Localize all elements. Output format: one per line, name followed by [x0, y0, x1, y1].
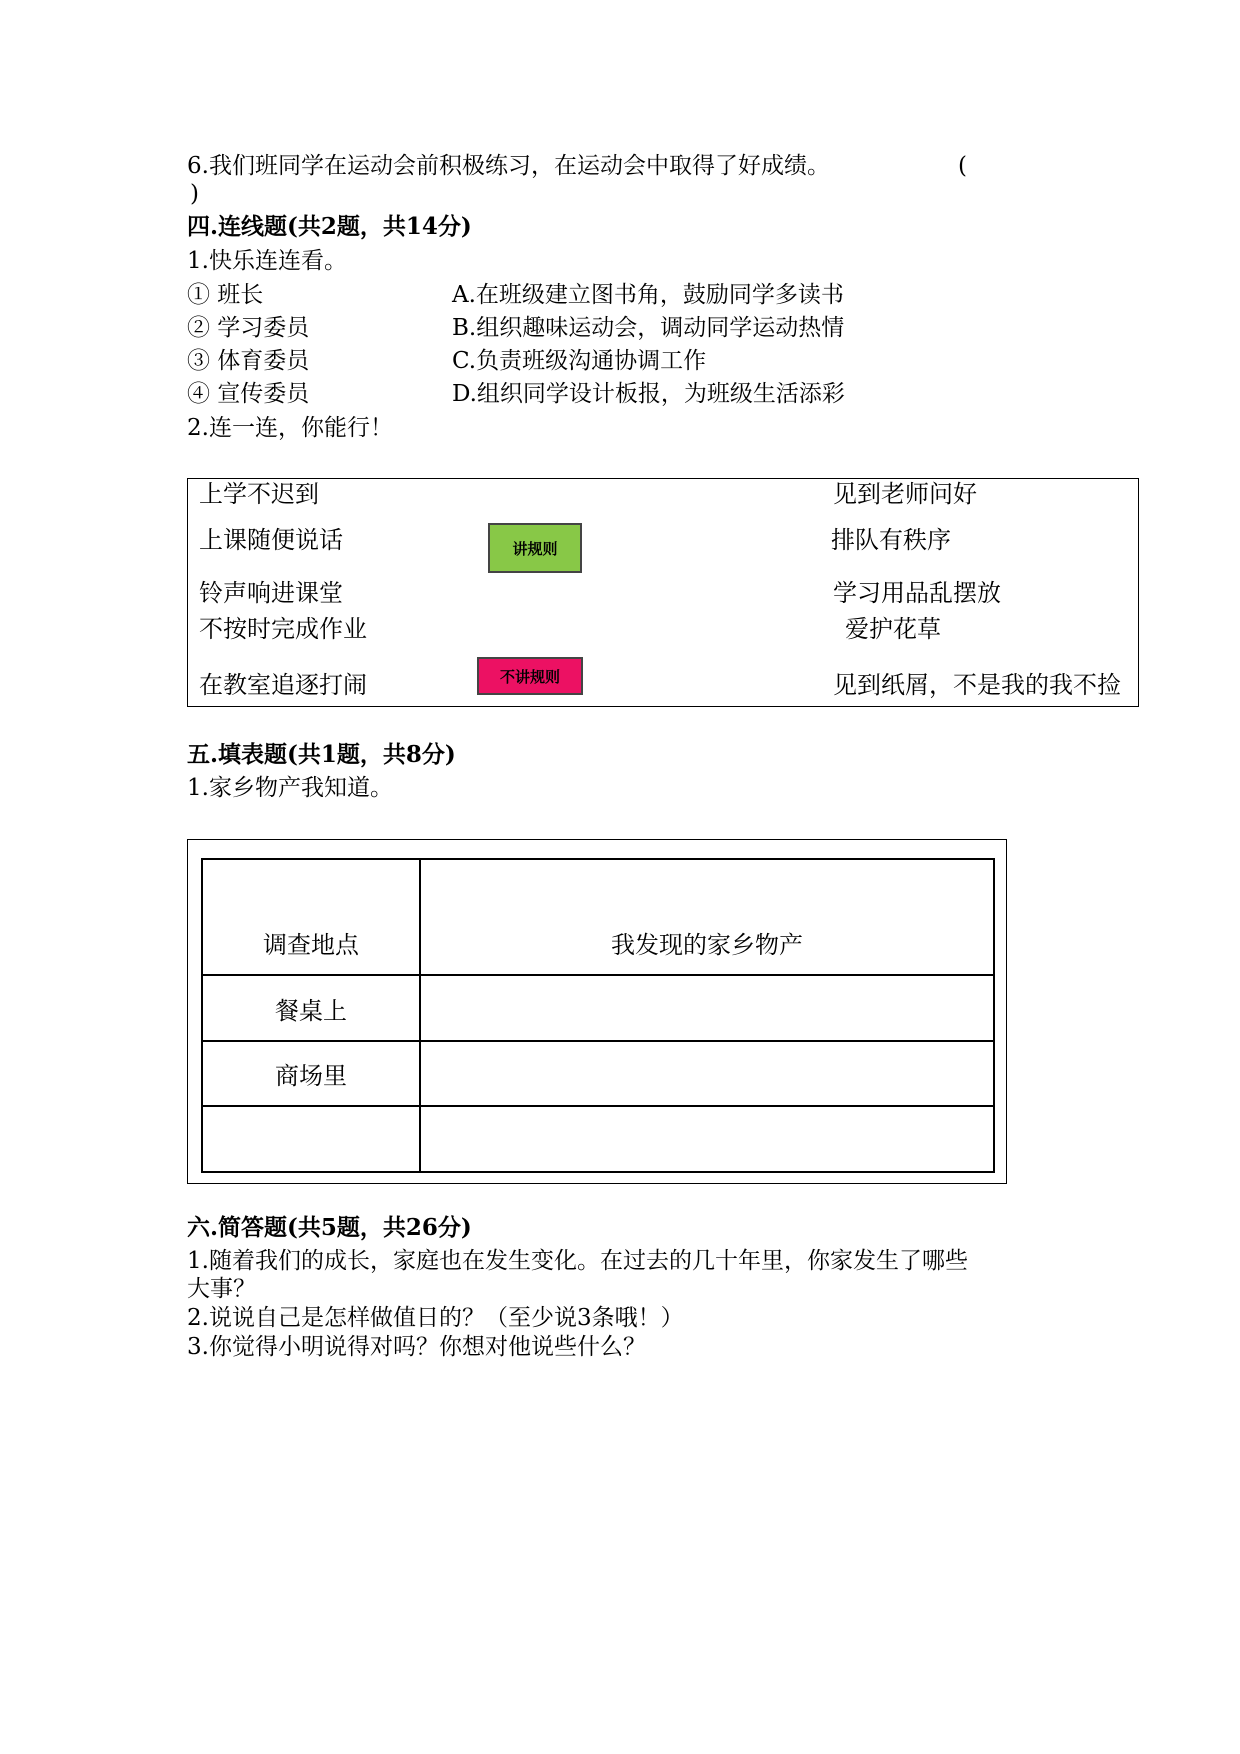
section-5-heading: 五.填表题(共1题，共8分)	[187, 741, 456, 768]
section-6-q1-line1: 1.随着我们的成长，家庭也在发生变化。在过去的几十年里，你家发生了哪些	[187, 1248, 968, 1274]
question-6-text: 6.我们班同学在运动会前积极练习，在运动会中取得了好成绩。	[187, 153, 830, 179]
match-right-item: D.组织同学设计板报，为班级生活添彩	[452, 381, 845, 407]
rules-left-item: 不按时完成作业	[199, 615, 367, 643]
table-cell[interactable]	[202, 1106, 420, 1172]
section-5-q1-title: 1.家乡物产我知道。	[187, 775, 393, 801]
match-left-item: ① 班长	[187, 282, 264, 308]
match-right-item: C.负责班级沟通协调工作	[452, 348, 707, 374]
section-6-heading: 六.简答题(共5题，共26分)	[187, 1214, 472, 1241]
rules-right-item: 爱护花草	[845, 615, 941, 643]
break-rules-box	[477, 657, 583, 695]
table-cell: 商场里	[202, 1041, 420, 1106]
match-left-item: ④ 宣传委员	[187, 381, 310, 407]
table-header-cell: 调查地点	[202, 859, 420, 975]
table-row	[202, 1106, 994, 1172]
rules-left-item: 铃声响进课堂	[199, 579, 343, 607]
table-header-row	[202, 859, 994, 975]
table-answer-cell[interactable]	[420, 1041, 994, 1106]
rules-left-item: 上课随便说话	[199, 526, 343, 554]
section-6-q2: 2.说说自己是怎样做值日的？（至少说3条哦！）	[187, 1305, 684, 1331]
follow-rules-box	[488, 523, 582, 573]
section-4-q1-title: 1.快乐连连看。	[187, 248, 347, 274]
answer-paren-close: )	[190, 181, 199, 207]
answer-paren-open: (	[958, 153, 967, 179]
rules-right-item: 见到老师问好	[833, 480, 977, 508]
table-cell: 餐桌上	[202, 975, 420, 1041]
rules-right-item: 学习用品乱摆放	[833, 579, 1001, 607]
rules-left-item: 在教室追逐打闹	[199, 671, 367, 699]
hometown-products-table	[201, 858, 995, 1173]
match-right-item: A.在班级建立图书角，鼓励同学多读书	[452, 282, 844, 308]
match-left-item: ② 学习委员	[187, 315, 310, 341]
section-6-q3: 3.你觉得小明说得对吗？你想对他说些什么？	[187, 1334, 646, 1360]
table-answer-cell[interactable]	[420, 1106, 994, 1172]
table-header-cell: 我发现的家乡物产	[420, 859, 994, 975]
table-row	[202, 1041, 994, 1106]
table-answer-cell[interactable]	[420, 975, 994, 1041]
section-6-q1-line2: 大事？	[187, 1276, 256, 1302]
table-row	[202, 975, 994, 1041]
rules-right-item: 排队有秩序	[831, 526, 951, 554]
break-rules-label: 不讲规则	[499, 667, 560, 686]
match-left-item: ③ 体育委员	[187, 348, 310, 374]
section-4-q2-title: 2.连一连，你能行！	[187, 415, 393, 441]
follow-rules-label: 讲规则	[512, 539, 558, 558]
rules-left-item: 上学不迟到	[199, 480, 319, 508]
rules-right-item: 见到纸屑，不是我的我不捡	[833, 671, 1121, 699]
section-4-heading: 四.连线题(共2题，共14分)	[187, 213, 472, 240]
match-right-item: B.组织趣味运动会，调动同学运动热情	[452, 315, 845, 341]
